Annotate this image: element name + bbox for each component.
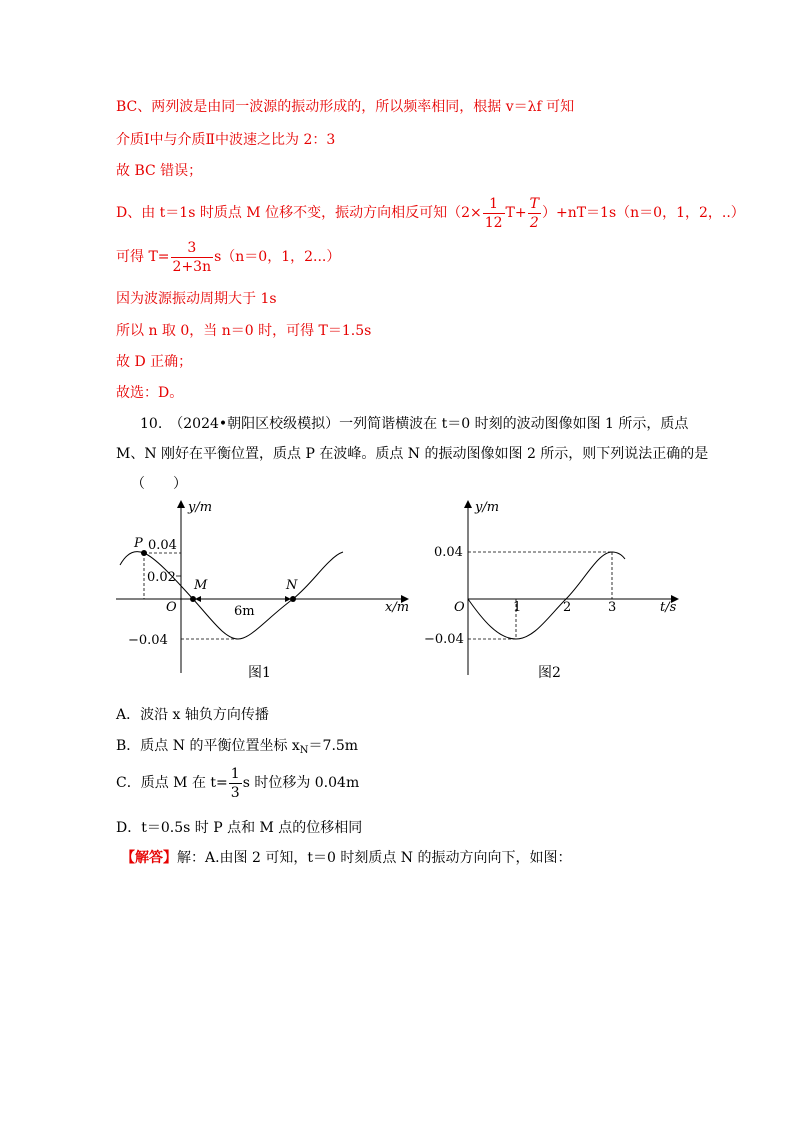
option-c	[116, 764, 359, 802]
solution-bc-line2: 介质Ⅰ中与介质Ⅱ中波速之比为 2：3	[116, 132, 336, 148]
tick-label-t1: 1	[513, 600, 522, 615]
fraction-denominator: 12	[484, 214, 503, 231]
answer-line	[121, 848, 572, 868]
point-m-label: M	[194, 578, 208, 593]
y-axis-label: y/m	[475, 500, 500, 515]
distance-label: 6m	[234, 604, 255, 619]
solution-t-line	[116, 238, 340, 276]
point-n-label: N	[286, 578, 298, 593]
fraction-numerator: 1	[230, 765, 240, 782]
tick-label-t2: 2	[563, 600, 572, 615]
option-c-prefix: C．质点 M 在 t=	[116, 775, 228, 791]
origin-label: O	[454, 600, 465, 615]
solution-d-correct: 故 D 正确；	[116, 354, 193, 370]
option-d: D．t＝0.5s 时 P 点和 M 点的位移相同	[116, 820, 363, 836]
figure-2-vibration-graph	[420, 495, 700, 685]
vibration-curve	[468, 552, 625, 639]
solution-d-suffix: ）+nT＝1s（n＝0，1，2，..）	[541, 205, 745, 221]
fraction-denominator: 3	[230, 784, 240, 801]
fraction-denominator: 2+3n	[172, 258, 212, 275]
solution-d-mid: T+	[505, 205, 527, 221]
fraction-1-12	[483, 195, 505, 232]
wave-curve	[120, 552, 343, 639]
tick-label-mid: 0.02	[147, 570, 176, 585]
fraction-numerator: 3	[171, 239, 214, 258]
option-a: A．波沿 x 轴负方向传播	[116, 707, 269, 723]
tick-label-neg: −0.04	[128, 633, 168, 648]
point-p-label: P	[134, 536, 143, 551]
fraction-1-3	[229, 765, 242, 802]
option-c-suffix: s 时位移为 0.04m	[242, 775, 360, 791]
tick-label-neg: −0.04	[424, 632, 464, 647]
origin-label: O	[166, 600, 177, 615]
solution-d-prefix: D、由 t＝1s 时质点 M 位移不变，振动方向相反可知（2×	[116, 205, 482, 221]
solution-choice: 故选：D。	[116, 385, 184, 401]
figure-2-caption: 图2	[538, 665, 561, 681]
solution-n-line: 所以 n 取 0，当 n＝0 时，可得 T＝1.5s	[116, 323, 372, 339]
answer-tag: 【解答】	[121, 850, 177, 866]
solution-t-prefix: 可得 T=	[116, 249, 170, 265]
fraction-numerator: 1	[483, 195, 505, 214]
solution-t-suffix: s（n＝0，1，2...）	[214, 249, 341, 265]
fraction-period	[171, 239, 214, 276]
fraction-numerator: T	[529, 195, 539, 212]
option-b-suffix: ＝7.5m	[308, 738, 359, 754]
answer-text: 解：A.由图 2 可知，t＝0 时刻质点 N 的振动方向向下，如图：	[177, 850, 572, 866]
tick-label-pos: 0.04	[434, 545, 463, 560]
solution-period-line: 因为波源振动周期大于 1s	[116, 291, 277, 307]
t-axis-label: t/s	[660, 600, 677, 615]
option-b	[116, 736, 358, 761]
figure-1-caption: 图1	[248, 665, 271, 681]
fraction-denominator: 2	[529, 214, 539, 231]
question-line2: M、N 刚好在平衡位置，质点 P 在波峰。质点 N 的振动图像如图 2 所示，则下列说法正确的是	[116, 446, 709, 462]
option-b-prefix: B．质点 N 的平衡位置坐标 x	[116, 738, 300, 754]
question-blank: （ ）	[131, 476, 187, 492]
y-axis-label: y/m	[188, 500, 213, 515]
point-n-dot	[290, 596, 296, 602]
figure-1-wave-graph	[110, 495, 420, 685]
solution-bc-line3: 故 BC 错误；	[116, 163, 203, 179]
point-m-dot	[190, 596, 196, 602]
solution-bc-line1: BC、两列波是由同一波源的振动形成的，所以频率相同，根据 v＝λf 可知	[116, 99, 575, 115]
solution-d-line	[116, 194, 745, 232]
tick-label-pos: 0.04	[148, 538, 177, 553]
question-line1: 10. （2024•朝阳区校级模拟）一列简谐横波在 t＝0 时刻的波动图像如图 1 所示，质点	[140, 416, 689, 432]
tick-label-t3: 3	[608, 600, 617, 615]
x-axis-label: x/m	[385, 600, 410, 615]
option-b-subscript: N	[299, 745, 309, 756]
fraction-t-2	[528, 195, 541, 232]
